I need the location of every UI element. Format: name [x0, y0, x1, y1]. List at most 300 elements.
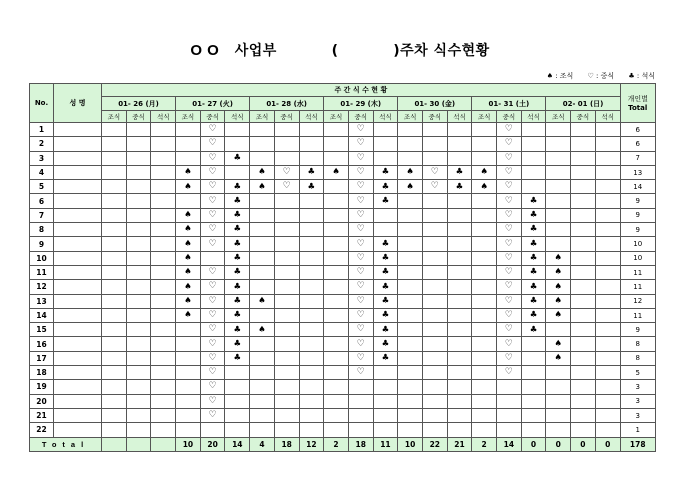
spade-icon: ♠ [554, 310, 563, 321]
meal-cell [373, 237, 398, 251]
meal-header: 중식 [274, 111, 299, 123]
meal-cell [299, 351, 324, 365]
row-number: 3 [30, 151, 54, 165]
meal-cell [447, 251, 472, 265]
meal-cell [472, 194, 497, 208]
table-row [30, 123, 656, 137]
row-number: 9 [30, 237, 54, 251]
meal-cell [546, 151, 571, 165]
meal-cell [176, 123, 201, 137]
meal-cell [126, 337, 151, 351]
row-number: 20 [30, 394, 54, 408]
meal-cell [398, 208, 423, 222]
day-header: 01- 30 (金) [398, 97, 472, 111]
section-header: 주 간 식 수 현 황 [102, 84, 621, 97]
meal-cell [348, 223, 373, 237]
meal-cell [274, 337, 299, 351]
meal-cell [595, 223, 620, 237]
heart-icon: ♡ [504, 138, 513, 149]
club-icon: ♣ [381, 338, 390, 349]
meal-cell [595, 123, 620, 137]
meal-total: 12 [299, 437, 324, 451]
person-total: 8 [620, 351, 655, 365]
meal-cell [250, 123, 275, 137]
meal-cell [250, 394, 275, 408]
title-prefix: O O [190, 42, 220, 59]
meal-cell [521, 280, 546, 294]
meal-cell [299, 408, 324, 422]
meal-cell [176, 337, 201, 351]
person-total: 3 [620, 408, 655, 422]
meal-cell [151, 194, 176, 208]
spade-icon: ♠ [184, 267, 192, 278]
heart-icon: ♡ [356, 281, 365, 292]
row-number: 14 [30, 308, 54, 322]
meal-cell [225, 408, 250, 422]
meal-cell [521, 323, 546, 337]
meal-cell [595, 194, 620, 208]
meal-cell [126, 165, 151, 179]
meal-cell [102, 337, 127, 351]
table-row [30, 151, 656, 165]
person-total: 10 [620, 237, 655, 251]
heart-icon: ♡ [356, 209, 365, 220]
spade-icon: ♠ [332, 167, 340, 178]
heart-icon: ♡ [208, 138, 217, 149]
meal-cell [348, 351, 373, 365]
meal-cell [151, 337, 176, 351]
name-cell [54, 194, 102, 208]
meal-cell [398, 251, 423, 265]
meal-cell [126, 194, 151, 208]
meal-count-table [29, 83, 656, 452]
meal-cell [422, 237, 447, 251]
meal-total: 10 [176, 437, 201, 451]
meal-cell [225, 380, 250, 394]
meal-cell [546, 380, 571, 394]
heart-icon: ♡ [504, 267, 513, 278]
club-icon: ♣ [233, 353, 242, 364]
name-cell [54, 165, 102, 179]
meal-cell [200, 337, 225, 351]
meal-cell [373, 408, 398, 422]
meal-cell [176, 208, 201, 222]
heart-icon: ♡ [430, 181, 439, 192]
heart-icon: ♡ [356, 252, 365, 263]
meal-cell [348, 308, 373, 322]
meal-cell [398, 165, 423, 179]
heart-icon: ♡ [504, 195, 513, 206]
meal-cell [200, 180, 225, 194]
meal-cell [151, 380, 176, 394]
meal-cell [447, 323, 472, 337]
meal-header: 조식 [102, 111, 127, 123]
heart-icon: ♡ [356, 195, 365, 206]
person-total: 6 [620, 123, 655, 137]
meal-cell [373, 337, 398, 351]
meal-cell [521, 351, 546, 365]
meal-cell [102, 237, 127, 251]
table-row [30, 237, 656, 251]
table-row [30, 366, 656, 380]
meal-cell [200, 323, 225, 337]
spade-icon: ♠ [554, 338, 563, 349]
meal-header: 석식 [595, 111, 620, 123]
meal-cell [176, 265, 201, 279]
meal-cell [176, 237, 201, 251]
meal-cell [176, 380, 201, 394]
spade-icon: ♠ [258, 295, 266, 306]
meal-cell [299, 137, 324, 151]
meal-cell [398, 265, 423, 279]
club-icon: ♣ [233, 253, 242, 264]
meal-cell [521, 180, 546, 194]
meal-cell [151, 151, 176, 165]
meal-cell [472, 366, 497, 380]
person-total: 3 [620, 380, 655, 394]
meal-cell [324, 194, 349, 208]
meal-total: 21 [447, 437, 472, 451]
meal-cell [324, 180, 349, 194]
spade-icon: ♠ [184, 210, 192, 221]
meal-cell [176, 423, 201, 437]
meal-cell [373, 251, 398, 265]
club-icon: ♣ [307, 167, 316, 178]
meal-cell [497, 337, 522, 351]
meal-cell [472, 223, 497, 237]
meal-cell [250, 194, 275, 208]
meal-cell [546, 294, 571, 308]
meal-cell [250, 323, 275, 337]
meal-cell [595, 280, 620, 294]
meal-cell [521, 251, 546, 265]
day-header: 01- 28 (水) [250, 97, 324, 111]
heart-icon: ♡ [208, 395, 217, 406]
meal-cell [250, 423, 275, 437]
table-row [30, 423, 656, 437]
meal-cell [472, 380, 497, 394]
meal-cell [324, 208, 349, 222]
meal-cell [348, 423, 373, 437]
meal-cell [348, 280, 373, 294]
club-icon: ♣ [233, 295, 242, 306]
meal-cell [324, 366, 349, 380]
club-icon: ♣ [233, 338, 242, 349]
meal-cell [176, 351, 201, 365]
meal-cell [200, 308, 225, 322]
header-row-meals [30, 111, 656, 123]
meal-cell [472, 180, 497, 194]
meal-cell [274, 351, 299, 365]
row-number: 1 [30, 123, 54, 137]
meal-cell [422, 408, 447, 422]
meal-cell [447, 123, 472, 137]
table-row [30, 208, 656, 222]
heart-icon: ♡ [356, 295, 365, 306]
meal-cell [373, 323, 398, 337]
heart-icon: ♡ [208, 124, 217, 135]
meal-header: 중식 [200, 111, 225, 123]
spade-icon: ♠ [554, 353, 563, 364]
meal-cell [225, 165, 250, 179]
day-header: 01- 26 (月) [102, 97, 176, 111]
meal-cell [472, 151, 497, 165]
meal-cell [447, 408, 472, 422]
meal-cell [225, 294, 250, 308]
per-person-total-label: Total [628, 104, 648, 112]
meal-cell [348, 180, 373, 194]
meal-cell [373, 394, 398, 408]
meal-cell [274, 294, 299, 308]
person-total: 11 [620, 280, 655, 294]
meal-cell [200, 137, 225, 151]
spade-icon: ♠ [406, 167, 414, 178]
spade-icon: ♠ [480, 167, 488, 178]
meal-cell [200, 294, 225, 308]
meal-cell [126, 280, 151, 294]
meal-cell [571, 194, 596, 208]
meal-cell [422, 123, 447, 137]
row-number: 13 [30, 294, 54, 308]
heart-icon: ♡ [282, 167, 291, 178]
meal-cell [447, 208, 472, 222]
meal-cell [521, 208, 546, 222]
meal-cell [250, 265, 275, 279]
per-person-label: 개인별 [627, 95, 648, 103]
person-total: 8 [620, 337, 655, 351]
club-icon: ♣ [381, 181, 390, 192]
heart-icon: ♡ [356, 324, 365, 335]
spade-icon: ♠ [258, 167, 266, 178]
table-row [30, 280, 656, 294]
meal-cell [200, 280, 225, 294]
meal-cell [176, 180, 201, 194]
meal-cell [546, 223, 571, 237]
meal-cell [595, 251, 620, 265]
meal-cell [447, 265, 472, 279]
meal-cell [521, 194, 546, 208]
meal-cell [521, 265, 546, 279]
meal-cell [571, 280, 596, 294]
meal-cell [571, 394, 596, 408]
meal-cell [546, 251, 571, 265]
row-number: 15 [30, 323, 54, 337]
meal-cell [571, 294, 596, 308]
meal-cell [595, 423, 620, 437]
meal-cell [126, 380, 151, 394]
heart-icon: ♡ [504, 224, 513, 235]
club-icon: ♣ [529, 224, 538, 235]
meal-header: 중식 [348, 111, 373, 123]
meal-cell [176, 165, 201, 179]
person-total: 14 [620, 180, 655, 194]
table-row [30, 323, 656, 337]
meal-cell [398, 423, 423, 437]
meal-cell [521, 294, 546, 308]
meal-cell [151, 237, 176, 251]
day-header: 01- 29 (木) [324, 97, 398, 111]
meal-cell [497, 180, 522, 194]
row-number: 2 [30, 137, 54, 151]
spade-icon: ♠ [184, 167, 192, 178]
meal-cell [176, 223, 201, 237]
total-row [30, 437, 656, 451]
person-total: 13 [620, 165, 655, 179]
table-row [30, 408, 656, 422]
meal-cell [348, 123, 373, 137]
meal-cell [126, 423, 151, 437]
meal-cell [422, 294, 447, 308]
meal-cell [472, 265, 497, 279]
meal-cell [348, 194, 373, 208]
meal-cell [472, 123, 497, 137]
meal-cell [571, 223, 596, 237]
meal-cell [546, 280, 571, 294]
meal-cell [102, 265, 127, 279]
meal-cell [151, 165, 176, 179]
person-total: 1 [620, 423, 655, 437]
meal-cell [497, 280, 522, 294]
heart-icon: ♡ [208, 267, 217, 278]
meal-cell [151, 265, 176, 279]
meal-cell [497, 165, 522, 179]
meal-cell [422, 366, 447, 380]
meal-total: 20 [200, 437, 225, 451]
meal-cell [497, 351, 522, 365]
meal-cell [422, 194, 447, 208]
meal-cell [225, 308, 250, 322]
row-number: 7 [30, 208, 54, 222]
meal-cell [102, 366, 127, 380]
meal-cell [546, 351, 571, 365]
meal-cell [324, 265, 349, 279]
meal-cell [571, 208, 596, 222]
meal-cell [472, 423, 497, 437]
heart-icon: ♡ [208, 224, 217, 235]
row-number: 11 [30, 265, 54, 279]
meal-cell [151, 251, 176, 265]
meal-cell [348, 165, 373, 179]
meal-cell [299, 366, 324, 380]
table-row [30, 265, 656, 279]
meal-cell [447, 137, 472, 151]
meal-cell [324, 380, 349, 394]
meal-cell [324, 123, 349, 137]
meal-cell [225, 366, 250, 380]
club-icon: ♣ [233, 181, 242, 192]
meal-cell [200, 165, 225, 179]
meal-cell [299, 123, 324, 137]
meal-cell [200, 251, 225, 265]
table-row [30, 251, 656, 265]
meal-cell [126, 208, 151, 222]
club-icon: ♣ [233, 267, 242, 278]
meal-cell [497, 151, 522, 165]
name-cell [54, 394, 102, 408]
meal-cell [521, 380, 546, 394]
meal-cell [373, 366, 398, 380]
spade-icon: ♠ [258, 181, 266, 192]
meal-total: 11 [373, 437, 398, 451]
club-icon: ♣ [233, 210, 242, 221]
meal-cell [274, 408, 299, 422]
club-icon: ♣ [529, 267, 538, 278]
heart-icon: ♡ [504, 310, 513, 320]
meal-cell [299, 208, 324, 222]
row-number: 5 [30, 180, 54, 194]
heart-icon: ♡ [208, 324, 217, 335]
meal-header: 중식 [422, 111, 447, 123]
table-row [30, 194, 656, 208]
meal-header: 중식 [126, 111, 151, 123]
meal-cell [200, 265, 225, 279]
heart-icon: ♡ [208, 295, 217, 306]
table-row [30, 223, 656, 237]
club-icon: ♣ [529, 210, 538, 221]
row-number: 17 [30, 351, 54, 365]
heart-icon: ♡ [504, 252, 513, 263]
name-cell [54, 308, 102, 322]
name-cell [54, 366, 102, 380]
meal-cell [472, 394, 497, 408]
meal-cell [176, 308, 201, 322]
meal-cell [447, 351, 472, 365]
meal-total: 0 [571, 437, 596, 451]
meal-cell [546, 208, 571, 222]
meal-cell [521, 165, 546, 179]
legend-dinner: ♣ : 석식 [628, 72, 655, 80]
meal-cell [299, 337, 324, 351]
heart-icon: ♡ [356, 181, 365, 192]
meal-cell [102, 194, 127, 208]
name-cell [54, 208, 102, 222]
meal-cell [250, 251, 275, 265]
meal-cell [422, 351, 447, 365]
name-cell [54, 351, 102, 365]
table-row [30, 337, 656, 351]
meal-cell [250, 223, 275, 237]
heart-icon: ♡ [356, 267, 365, 278]
meal-cell [447, 308, 472, 322]
meal-cell [126, 265, 151, 279]
meal-cell [595, 208, 620, 222]
meal-cell [571, 337, 596, 351]
meal-cell [274, 265, 299, 279]
meal-cell [422, 165, 447, 179]
meal-cell [571, 137, 596, 151]
meal-cell [497, 394, 522, 408]
meal-cell [398, 337, 423, 351]
meal-cell [472, 137, 497, 151]
meal-cell [200, 351, 225, 365]
meal-cell [126, 251, 151, 265]
meal-header: 조식 [546, 111, 571, 123]
heart-icon: ♡ [208, 152, 217, 163]
meal-cell [176, 323, 201, 337]
meal-header: 조식 [398, 111, 423, 123]
meal-cell [497, 423, 522, 437]
meal-cell [225, 237, 250, 251]
meal-cell [102, 251, 127, 265]
meal-cell [176, 280, 201, 294]
meal-cell [274, 308, 299, 322]
heart-icon: ♡ [504, 352, 513, 363]
meal-cell [348, 137, 373, 151]
header-row-1 [30, 84, 656, 97]
meal-cell [571, 265, 596, 279]
meal-cell [126, 180, 151, 194]
meal-cell [595, 323, 620, 337]
